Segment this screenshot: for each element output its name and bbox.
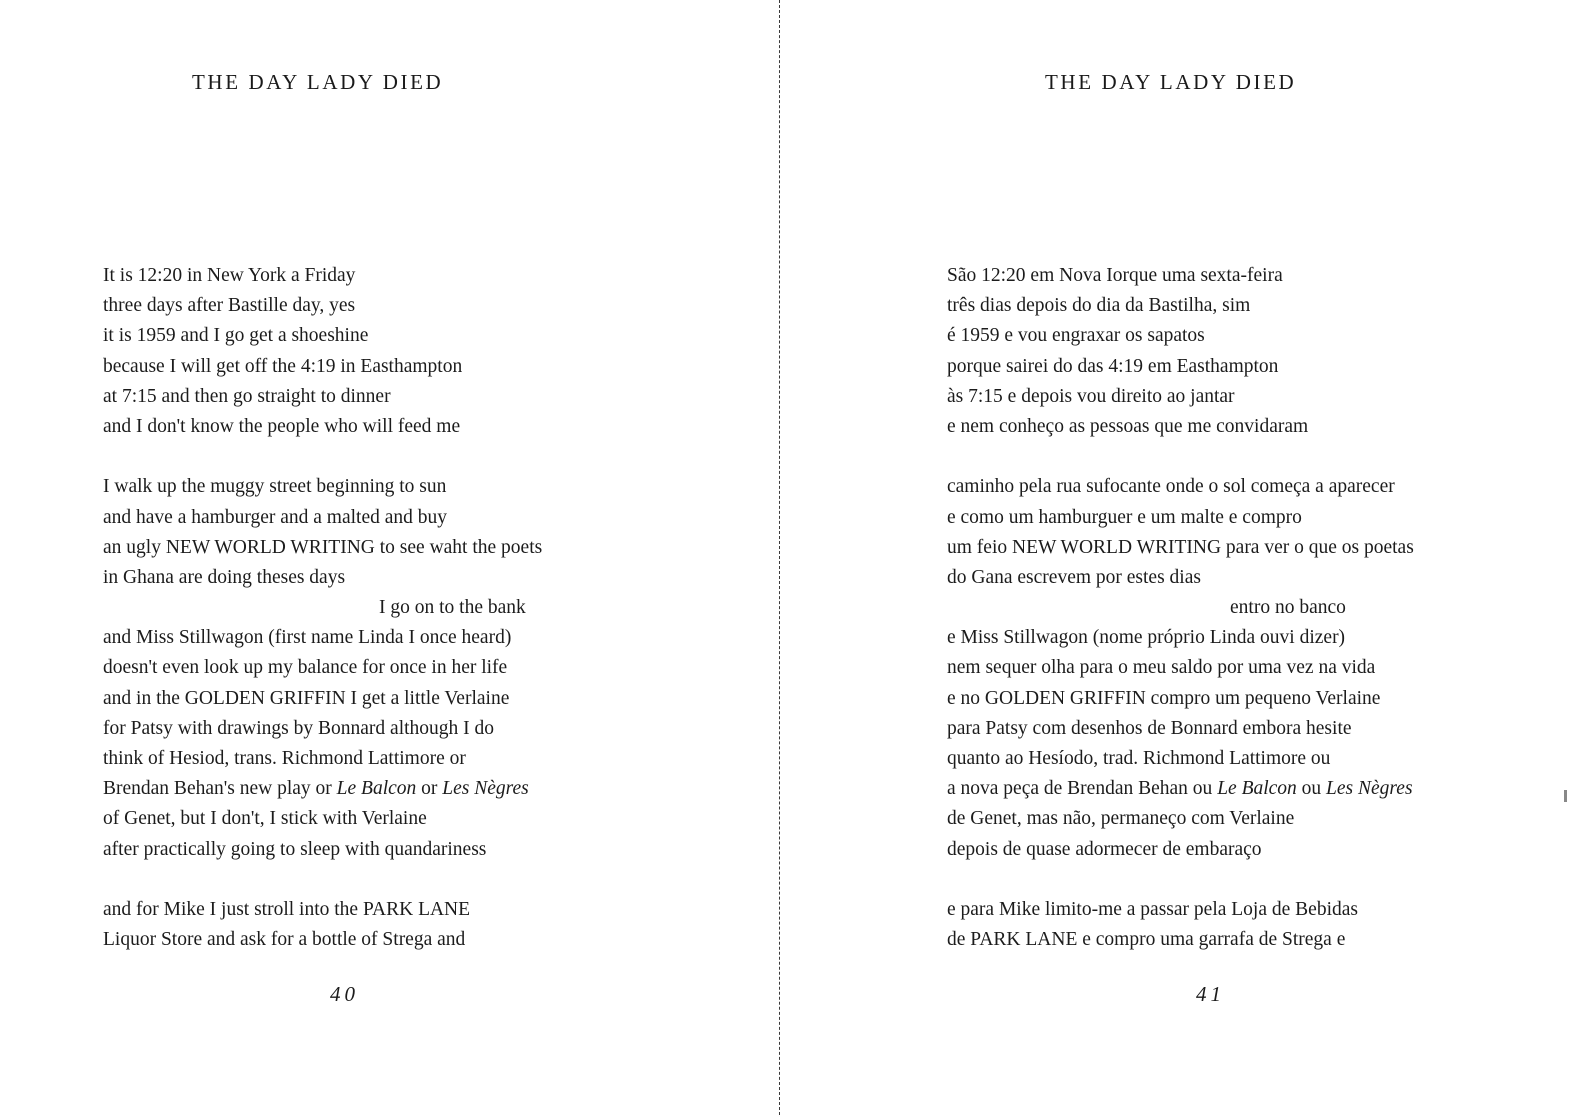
- poem-text-portuguese: [947, 261, 1414, 955]
- poem-line-indented: I go on to the bank: [379, 597, 526, 619]
- italic-title: Les Nègres: [442, 778, 529, 800]
- left-page: [0, 0, 780, 1115]
- poem-line: at 7:15 and then go straight to dinner: [103, 385, 391, 407]
- stanza-break: [947, 865, 1414, 895]
- poem-line: doesn't even look up my balance for once in her life: [103, 657, 508, 679]
- running-head: THE DAY LADY DIED: [1045, 70, 1297, 94]
- scan-speck: [1564, 790, 1567, 802]
- poem-line: [103, 774, 542, 804]
- poem-line: after practically going to sleep with quandariness: [103, 838, 487, 860]
- poem-line: it is 1959 and I go get a shoeshine: [103, 325, 369, 347]
- poem-line: São 12:20 em Nova Iorque uma sexta-feira: [947, 265, 1283, 286]
- poem-line: and I don't know the people who will feed me: [103, 415, 461, 437]
- poem-line: é 1959 e vou engraxar os sapatos: [947, 325, 1205, 347]
- poem-line: caminho pela rua sufocante onde o sol começa a aparecer: [947, 476, 1395, 498]
- poem-line: do Gana escrevem por estes dias: [947, 566, 1201, 588]
- line-text: a nova peça de Brendan Behan ou: [947, 778, 1218, 800]
- poem-line: quanto ao Hesíodo, trad. Richmond Lattimore ou: [947, 748, 1331, 769]
- poem-line: [947, 774, 1414, 804]
- poem-line: because I will get off the 4:19 in Easthampton: [103, 355, 463, 377]
- stanza-break: [103, 865, 542, 895]
- poem-line-indented: entro no banco: [1230, 597, 1346, 619]
- poem-line: It is 12:20 in New York a Friday: [103, 265, 356, 286]
- stanza-break: [103, 442, 542, 472]
- poem-line: e para Mike limito-me a passar pela Loja de Bebidas: [947, 898, 1358, 920]
- poem-line: in Ghana are doing theses days: [103, 566, 346, 588]
- line-text: Brendan Behan's new play or: [103, 778, 337, 800]
- italic-title: Le Balcon: [1217, 778, 1297, 800]
- poem-line: três dias depois do dia da Bastilha, sim: [947, 295, 1251, 317]
- running-head: THE DAY LADY DIED: [192, 70, 444, 94]
- poem-line: às 7:15 e depois vou direito ao jantar: [947, 385, 1235, 407]
- poem-line: Liquor Store and ask for a bottle of Strega and: [103, 929, 466, 951]
- poem-line: e nem conheço as pessoas que me convidaram: [947, 415, 1309, 437]
- poem-line: and for Mike I just stroll into the PARK LANE: [103, 898, 471, 920]
- poem-line: and in the GOLDEN GRIFFIN I get a little Verlaine: [103, 687, 510, 709]
- poem-line: nem sequer olha para o meu saldo por uma vez na vida: [947, 657, 1376, 679]
- poem-line: porque sairei do das 4:19 em Easthampton: [947, 355, 1279, 377]
- poem-line: e Miss Stillwagon (nome próprio Linda ouvi dizer): [947, 627, 1346, 649]
- poem-line: and Miss Stillwagon (first name Linda I once heard): [103, 627, 512, 649]
- poem-line: and have a hamburger and a malted and buy: [103, 506, 448, 528]
- italic-title: Les Nègres: [1326, 778, 1413, 800]
- poem-line: um feio NEW WORLD WRITING para ver o que os poetas: [947, 536, 1414, 558]
- poem-line: e como um hamburguer e um malte e compro: [947, 506, 1302, 528]
- poem-line: of Genet, but I don't, I stick with Verlaine: [103, 808, 427, 830]
- poem-text-english: [103, 261, 542, 955]
- right-page: [780, 0, 1577, 1115]
- poem-line: e no GOLDEN GRIFFIN compro um pequeno Verlaine: [947, 687, 1381, 709]
- poem-line: think of Hesiod, trans. Richmond Lattimore or: [103, 748, 466, 769]
- poem-line: for Patsy with drawings by Bonnard although I do: [103, 717, 495, 739]
- page-number: 41: [1196, 982, 1225, 1006]
- line-text: ou: [1296, 778, 1327, 800]
- poem-line: de Genet, mas não, permaneço com Verlaine: [947, 808, 1295, 830]
- page-number: 40: [330, 982, 359, 1006]
- stanza-break: [947, 442, 1414, 472]
- poem-line: para Patsy com desenhos de Bonnard embora hesite: [947, 717, 1352, 739]
- poem-line: de PARK LANE e compro uma garrafa de Strega e: [947, 929, 1346, 951]
- poem-line: an ugly NEW WORLD WRITING to see waht the poets: [103, 536, 543, 558]
- poem-line: three days after Bastille day, yes: [103, 295, 356, 317]
- poem-line: depois de quase adormecer de embaraço: [947, 838, 1262, 860]
- line-text: or: [416, 778, 443, 800]
- italic-title: Le Balcon: [336, 778, 417, 800]
- poem-line: I walk up the muggy street beginning to sun: [103, 476, 447, 498]
